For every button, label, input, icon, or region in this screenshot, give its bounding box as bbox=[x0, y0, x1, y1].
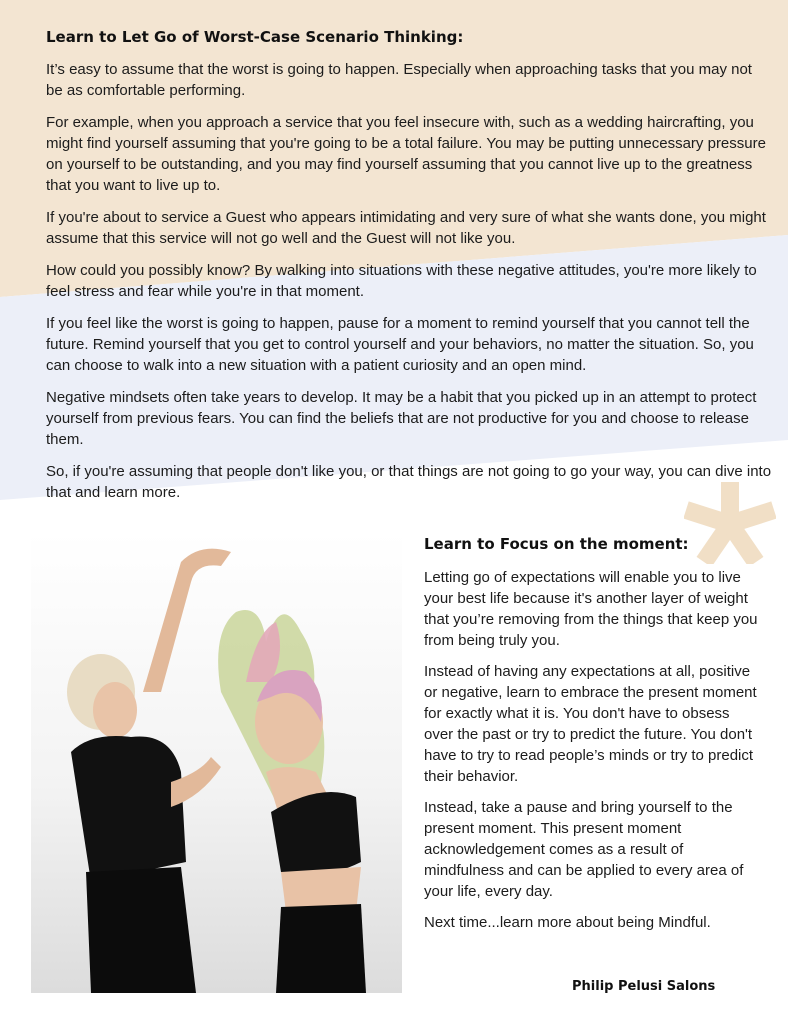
section-heading: Learn to Let Go of Worst-Case Scenario Thinking: bbox=[46, 28, 464, 46]
photo-illustration bbox=[31, 532, 402, 993]
section-heading: Learn to Focus on the moment: bbox=[424, 535, 689, 553]
section-worst-case bbox=[46, 28, 772, 514]
paragraph: It’s easy to assume that the worst is going to happen. Especially when approaching tasks that you may not be as comfortable performing. bbox=[46, 61, 752, 99]
stylists-photo bbox=[31, 532, 402, 993]
paragraph: So, if you're assuming that people don't like you, or that things are not going to go your way, you can dive into that and learn more. bbox=[46, 463, 772, 501]
section-focus-moment bbox=[424, 535, 759, 943]
paragraph: For example, when you approach a service that you feel insecure with, such as a wedding haircrafting, you might find yourself assuming that you're going to be a total failure. You may be putting unnecessary pressure on yourself to be outstanding, and you may find yourself assuming that you cannot live up to the greatness that you want to live up to. bbox=[46, 114, 766, 194]
paragraph: Next time...learn more about being Mindful. bbox=[424, 914, 711, 931]
paragraph: Instead, take a pause and bring yourself to the present moment. This present moment acknowledgement comes as a result of mindfulness and can be applied to every area of your life, every day. bbox=[424, 799, 744, 900]
paragraph: Instead of having any expectations at all, positive or negative, learn to embrace the present moment for exactly what it is. You don't have to obsess over the past or try to predict the future. You don't have to try to read people’s minds or try to predict their behavior. bbox=[424, 663, 757, 785]
signature: Philip Pelusi Salons bbox=[572, 979, 716, 994]
paragraph: If you're about to service a Guest who appears intimidating and very sure of what she wants done, you might assume that this service will not go well and the Guest will not like you. bbox=[46, 209, 766, 247]
paragraph: Negative mindsets often take years to develop. It may be a habit that you picked up in an attempt to protect yourself from previous fears. You can find the beliefs that are not productive for you and choose to release them. bbox=[46, 389, 757, 448]
paragraph: If you feel like the worst is going to happen, pause for a moment to remind yourself that you cannot tell the future. Remind yourself that you get to control yourself and your behaviors, no matter the situation. So, you can choose to walk into a new situation with a patient curiosity and an open mind. bbox=[46, 315, 754, 374]
paragraph: Letting go of expectations will enable you to live your best life because it's another layer of weight that you’re removing from the things that keep you from being truly you. bbox=[424, 569, 758, 649]
paragraph: How could you possibly know? By walking into situations with these negative attitudes, you're more likely to feel stress and fear while you're in that moment. bbox=[46, 262, 757, 300]
